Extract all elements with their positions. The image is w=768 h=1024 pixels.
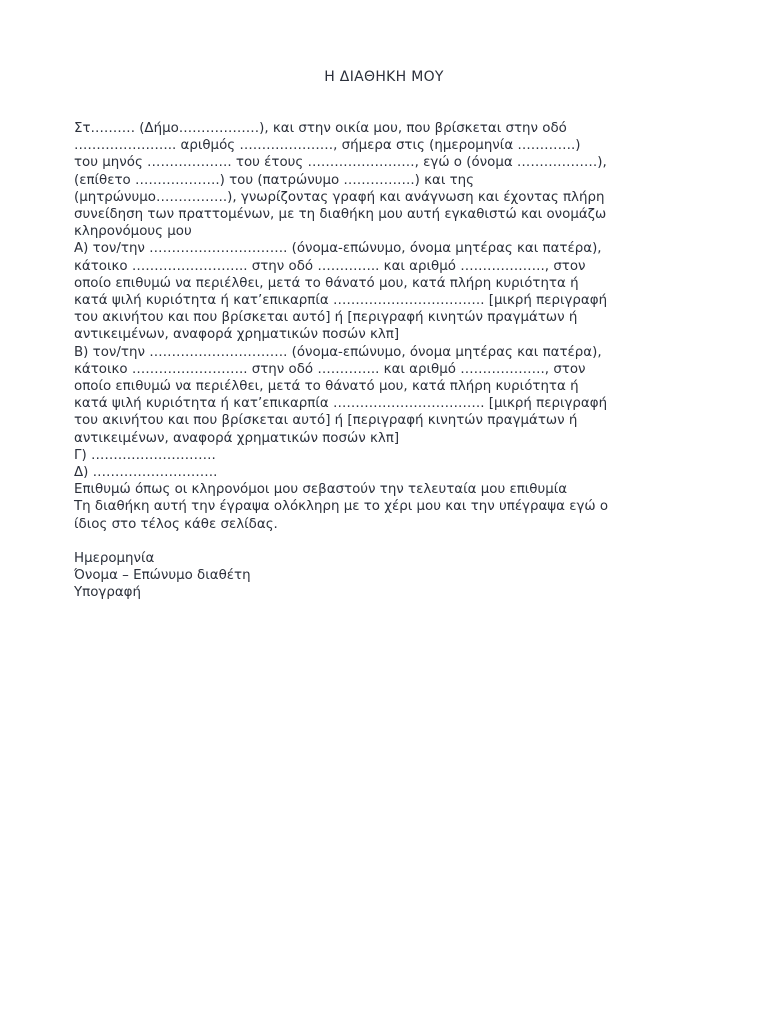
body-line: Στ………. (Δήμο………………), και στην οικία μου, που βρίσκεται στην οδό xyxy=(74,121,567,136)
body-line: Γ) ………………………. xyxy=(74,447,216,463)
body-line: κατά ψιλή κυριότητα ή κατ’επικαρπία ……………………………. [μικρή περιγραφή xyxy=(74,293,608,309)
body-line: συνείδηση των πραττομένων, με τη διαθήκη μου αυτή εγκαθιστώ και ονομάζω xyxy=(74,207,607,223)
body-line: οποίο επιθυμώ να περιέλθει, μετά το θάνατό μου, κατά πλήρη κυριότητα ή xyxy=(74,379,579,395)
body-line: αντικειμένων, αναφορά χρηματικών ποσών κλπ] xyxy=(74,327,400,343)
body-line: του μηνός ………………. του έτους ……………………, εγώ ο (όνομα ………………), xyxy=(74,155,607,171)
body-line: Α) τον/την …………………………. (όνομα-επώνυμο, όνομα μητέρας και πατέρα), xyxy=(74,241,602,257)
body-line: του ακινήτου και που βρίσκεται αυτό] ή [περιγραφή κινητών πραγμάτων ή xyxy=(74,310,578,326)
signature-name-label: Όνομα – Επώνυμο διαθέτη xyxy=(74,568,251,584)
signature-date-label: Ημερομηνία xyxy=(74,551,155,567)
body-line: κάτοικο …………………….. στην οδό ………….. και αριθμό ………………., στον xyxy=(74,258,586,274)
document-body xyxy=(74,120,694,602)
body-line: αντικειμένων, αναφορά χρηματικών ποσών κλπ] xyxy=(74,430,400,446)
body-line: οποίο επιθυμώ να περιέλθει, μετά το θάνατό μου, κατά πλήρη κυριότητα ή xyxy=(74,275,579,291)
body-line: (επίθετο ……………….) του (πατρώνυμο …………….) και της xyxy=(74,172,475,188)
signature-label: Υπογραφή xyxy=(74,585,142,601)
body-line: κάτοικο …………………….. στην οδό ………….. και αριθμό ………………., στον xyxy=(74,361,586,377)
body-line: κατά ψιλή κυριότητα ή κατ’επικαρπία ……………………………. [μικρή περιγραφή xyxy=(74,396,608,412)
body-line: κληρονόμους μου xyxy=(74,224,192,240)
body-line: Β) τον/την …………………………. (όνομα-επώνυμο, όνομα μητέρας και πατέρα), xyxy=(74,344,602,360)
document-title: Η ΔΙΑΘΗΚΗ ΜΟΥ xyxy=(324,69,444,85)
body-line: ………………….. αριθμός …………………, σήμερα στις (ημερομηνία ………….) xyxy=(74,138,581,154)
paragraph-gap xyxy=(74,533,694,550)
body-line: (μητρώνυμο…………….), γνωρίζοντας γραφή και ανάγνωση και έχοντας πλήρη xyxy=(74,189,605,205)
body-line: Δ) ………………………. xyxy=(74,465,218,481)
body-line: ίδιος στο τέλος κάθε σελίδας. xyxy=(74,516,278,532)
body-line: του ακινήτου και που βρίσκεται αυτό] ή [περιγραφή κινητών πραγμάτων ή xyxy=(74,413,578,429)
body-line: Τη διαθήκη αυτή την έγραψα ολόκληρη με το χέρι μου και την υπέγραψα εγώ ο xyxy=(74,499,609,515)
body-line: Επιθυμώ όπως οι κληρονόμοι μου σεβαστούν την τελευταία μου επιθυμία xyxy=(74,482,568,498)
